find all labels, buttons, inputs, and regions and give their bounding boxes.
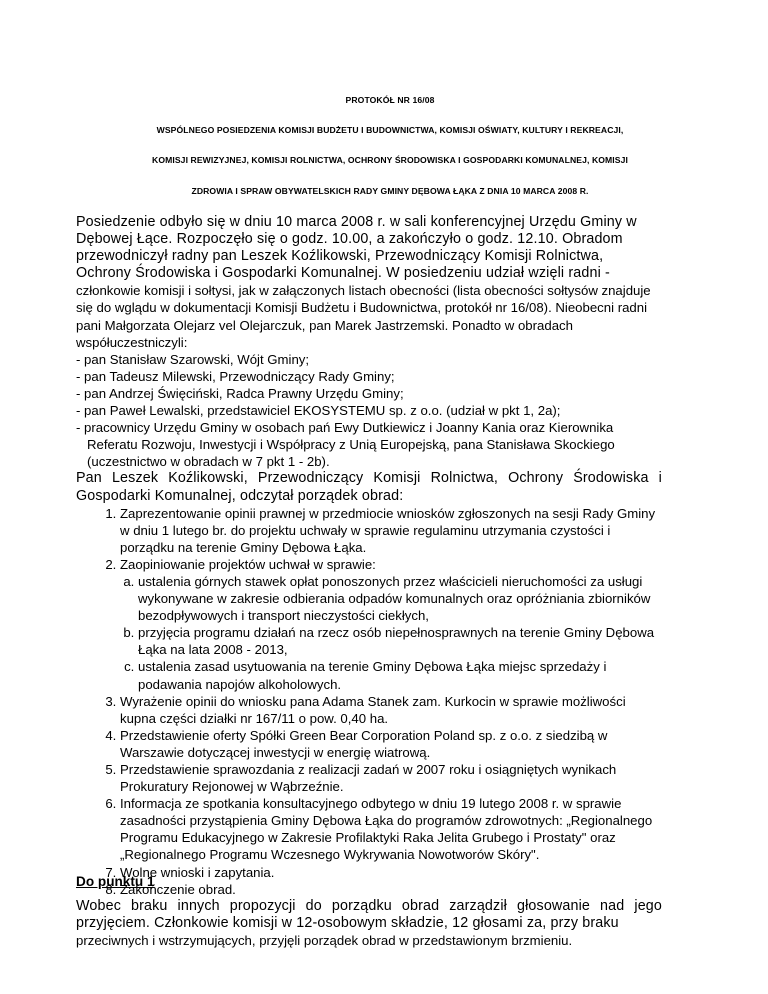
section-heading-punkt-1: Do punktu 1 xyxy=(76,874,155,889)
agenda-subitem-a: a. ustalenia górnych stawek opłat ponoszonych przez właścicieli nieruchomości za usługi wykonywane w zakresie odbierania odpadów komunalnych oraz opróżniania zbiorników bezodpływowych i transport nieczystości ciekłych, xyxy=(138,573,662,624)
intro-paragraph: Posiedzenie odbyło się w dniu 10 marca 2008 r. w sali konferencyjnej Urzędu Gminy w Dębowej Łące. Rozpoczęło się o godz. 10.00, a zakończyło o godz. 12.10. Obradom przewodniczył radny pan Leszek Koźlikowski, Przewodniczący Komisji Rolnictwa, Ochrony Środowiska i Gospodarki Komunalnej. W posiedzeniu udział wzięli radni - xyxy=(76,214,637,282)
participant-item: - pan Andrzej Święciński, Radca Prawny Urzędu Gminy; xyxy=(76,385,404,401)
agenda-item-2 xyxy=(120,556,662,693)
agenda-item-2-label: Zaopiniowanie projektów uchwał w sprawie: xyxy=(120,556,376,572)
agenda-item-8: 8. Zakończenie obrad. xyxy=(120,881,662,898)
protocol-subtitle-line-1: WSPÓLNEGO POSIEDZENIA KOMISJI BUDŻETU I BUDOWNICTWA, KOMISJI OŚWIATY, KULTURY I REKREACJI, xyxy=(156,125,624,135)
agenda-item-6: 6. Informacja ze spotkania konsultacyjnego odbytego w dniu 19 lutego 2008 r. w sprawie zasadności przystąpienia Gminy Dębowa Łąka do programów zdrowotnych: „Regionalnego Programu Edukacyjnego w Zakresie Profilaktyki Raka Jelita Grubego i Prostaty" oraz „Regionalnego Programu Wczesnego Wykrywania Nowotworów Skóry". xyxy=(120,795,662,863)
agenda-item-4: 4. Przedstawienie oferty Spółki Green Bear Corporation Poland sp. z o.o. z siedzibą w Warszawie dotyczącej inwestycji w energię wiatrową. xyxy=(120,727,662,761)
participant-item: - pan Paweł Lewalski, przedstawiciel EKOSYSTEMU sp. z o.o. (udział w pkt 1, 2a); xyxy=(76,403,561,419)
document-body xyxy=(76,214,662,949)
agenda-subitem-b: b. przyjęcia programu działań na rzecz osób niepełnosprawnych na terenie Gminy Dębowa Łąka na lata 2008 - 2013, xyxy=(138,624,662,658)
agenda-sublist xyxy=(120,573,662,693)
agenda-item-5: 5. Przedstawienie sprawozdania z realizacji zadań w 2007 roku i osiągniętych wynikach Prokuratury Rejonowej w Wąbrzeźnie. xyxy=(120,761,662,795)
intro-continuation: członkowie komisji i sołtysi, jak w załączonych listach obecności (lista obecności sołtysów znajduje się do wglądu w dokumentacji Komisji Budżetu i Budownictwa, protokół nr 16/08). Nieobecni radni pani Małgorzata Olejarz vel Olejarczuk, pan Marek Jastrzemski. Ponadto w obradach współuczestniczyli: xyxy=(76,283,651,350)
vote-paragraph: Wobec braku innych propozycji do porządku obrad zarządził głosowanie nad jego przyjęciem. Członkowie komisji w 12-osobowym składzie, 12 głosami za, przy braku xyxy=(76,897,662,931)
participants-list xyxy=(76,351,662,471)
protocol-title: PROTOKÓŁ NR 16/08 xyxy=(345,95,435,105)
participant-item: - pan Tadeusz Milewski, Przewodniczący Rady Gminy; xyxy=(76,368,395,384)
agenda-item-1: 1. Zaprezentowanie opinii prawnej w przedmiocie wniosków zgłoszonych na sesji Rady Gminy w dniu 1 lutego br. do projektu uchwały w sprawie regulaminu utrzymania czystości i porządku na terenie Gminy Dębowa Łąka. xyxy=(120,505,662,556)
protocol-subtitle-line-3: ZDROWIA I SPRAW OBYWATELSKICH RADY GMINY DĘBOWA ŁĄKA Z DNIA 10 MARCA 2008 R. xyxy=(191,186,589,196)
agenda-subitem-c: c. ustalenia zasad usytuowania na terenie Gminy Dębowa Łąka miejsc sprzedaży i podawania napojów alkoholowych. xyxy=(138,658,662,692)
agenda-list xyxy=(76,505,662,898)
agenda-item-7: 7. Wolne wnioski i zapytania. xyxy=(120,864,662,881)
agenda-intro: Pan Leszek Koźlikowski, Przewodniczący Komisji Rolnictwa, Ochrony Środowiska i Gospodarki Komunalnej, odczytał porządek obrad: xyxy=(76,470,662,504)
vote-continuation: przeciwnych i wstrzymujących, przyjęli porządek obrad w przedstawionym brzmieniu. xyxy=(76,932,573,948)
participant-item: - pan Stanisław Szarowski, Wójt Gminy; xyxy=(76,351,310,367)
participant-item: - pracownicy Urzędu Gminy w osobach pań Ewy Dutkiewicz i Joanny Kania oraz Kierownika Referatu Rozwoju, Inwestycji i Współpracy z Unią Europejską, pana Stanisława Skockiego (uczestnictwo w obradach w 7 pkt 1 - 2b). xyxy=(76,420,615,470)
protocol-subtitle-line-2: KOMISJI REWIZYJNEJ, KOMISJI ROLNICTWA, OCHRONY ŚRODOWISKA I GOSPODARKI KOMUNALNEJ, KOMISJI xyxy=(152,155,628,165)
agenda-item-3: 3. Wyrażenie opinii do wniosku pana Adama Stanek zam. Kurkocin w sprawie możliwości kupna części działki nr 167/11 o pow. 0,40 ha. xyxy=(120,693,662,727)
